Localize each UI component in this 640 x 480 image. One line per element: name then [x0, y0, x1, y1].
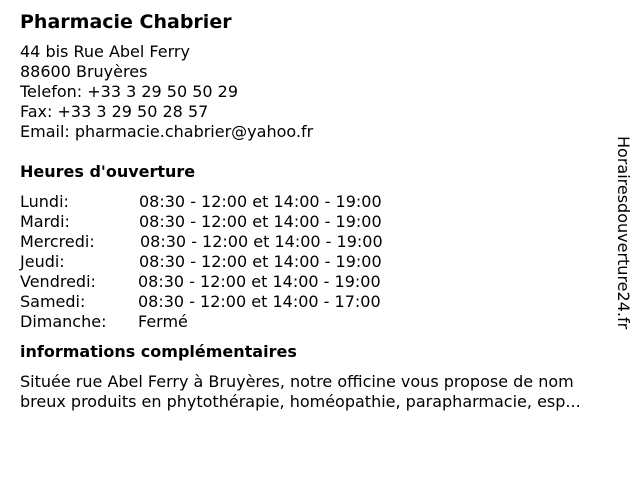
email-address[interactable]: Email: pharmacie.chabrier@yahoo.fr: [20, 122, 314, 141]
hours-row-lundi: [20, 192, 630, 212]
time-range: 08:30 - 12:00 et 14:00 - 19:00: [139, 212, 382, 231]
time-range: 08:30 - 12:00 et 14:00 - 19:00: [138, 272, 381, 291]
city-address: 88600 Bruyères: [20, 62, 148, 81]
hours-row-jeudi: [20, 252, 630, 272]
opening-hours-table: [20, 192, 630, 332]
street-address: 44 bis Rue Abel Ferry: [20, 42, 190, 61]
day-label: Samedi:: [20, 292, 86, 311]
hours-row-mardi: [20, 212, 630, 232]
hours-row-dimanche: [20, 312, 630, 332]
day-label: Jeudi:: [20, 252, 65, 271]
contact-block: [20, 42, 630, 142]
time-range: 08:30 - 12:00 et 14:00 - 19:00: [139, 252, 382, 271]
hours-title: Heures d'ouverture: [20, 162, 196, 181]
site-watermark: Horairesdouverture24.fr: [614, 136, 633, 330]
info-description: [20, 372, 630, 412]
info-line-1: Située rue Abel Ferry à Bruyères, notre officine vous propose de nom: [20, 372, 574, 391]
day-label: Dimanche:: [20, 312, 107, 331]
day-label: Mardi:: [20, 212, 70, 231]
day-label: Lundi:: [20, 192, 69, 211]
time-range: Fermé: [138, 312, 188, 331]
day-label: Vendredi:: [20, 272, 96, 291]
info-title: informations complémentaires: [20, 342, 297, 361]
hours-row-vendredi: [20, 272, 630, 292]
hours-row-samedi: [20, 292, 630, 312]
time-range: 08:30 - 12:00 et 14:00 - 19:00: [140, 232, 383, 251]
pharmacy-card: [20, 9, 630, 412]
info-line-2: breux produits en phytothérapie, homéopathie, parapharmacie, esp...: [20, 392, 581, 411]
pharmacy-name: Pharmacie Chabrier: [20, 11, 232, 33]
hours-row-mercredi: [20, 232, 630, 252]
day-label: Mercredi:: [20, 232, 95, 251]
fax-number: Fax: +33 3 29 50 28 57: [20, 102, 209, 121]
phone-number[interactable]: Telefon: +33 3 29 50 50 29: [20, 82, 239, 101]
time-range: 08:30 - 12:00 et 14:00 - 17:00: [138, 292, 381, 311]
time-range: 08:30 - 12:00 et 14:00 - 19:00: [139, 192, 382, 211]
